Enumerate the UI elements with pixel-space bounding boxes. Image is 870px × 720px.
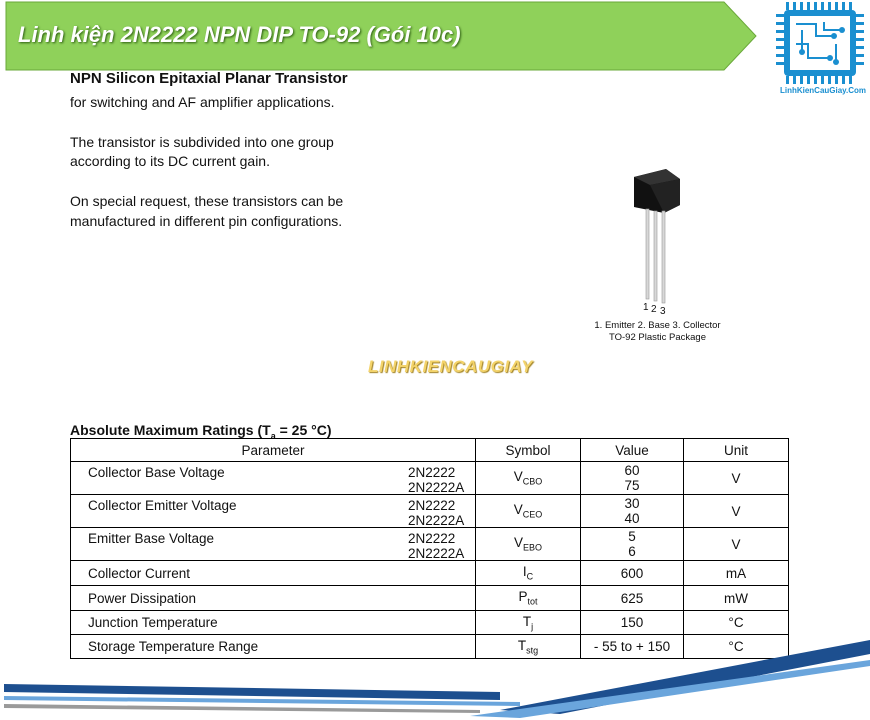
header-parameter: Parameter [71,439,476,462]
param-name: Storage Temperature Range [71,635,476,659]
param-name: Junction Temperature [71,611,476,635]
chip-icon [776,0,868,100]
value-cell: 600 [581,561,684,586]
watermark-text: LINHKIENCAUGIAY [368,357,533,376]
header-value: Value [581,439,684,462]
table-title: Absolute Maximum Ratings ($T_a = 25$ °C) [70,422,332,441]
value-cell: 60 75 [581,462,684,495]
header-symbol: Symbol [476,439,581,462]
symbol-cell: $V_{CBO}$ [476,462,581,495]
banner-title: Linh kiện 2N2222 NPN DIP TO-92 (Gói 10c) [18,22,461,47]
logo-text: LinhKienCauGiay.Com [779,86,867,95]
param-name: Collector Base Voltage [88,465,225,480]
package-type: TO-92 Plastic Package [609,332,706,343]
symbol-cell: $T_{stg}$ [476,635,581,659]
header-unit: Unit [684,439,789,462]
param-name: Collector Current [71,561,476,586]
pin-label-2: 2 [651,304,657,315]
table-row: Emitter Base Voltage 2N2222 2N2222A $V_{EBO}$ 5 6 V [71,528,789,561]
value-cell: 625 [581,586,684,611]
table-row [71,586,789,611]
value-cell: 30 40 [581,495,684,528]
to92-package-image [620,165,690,315]
doc-para-3b: manufactured in different pin configurations. [70,213,343,229]
table-row [71,561,789,586]
param-name: Emitter Base Voltage [88,531,215,546]
doc-heading: NPN Silicon Epitaxial Planar Transistor [70,70,348,87]
symbol-cell: $V_{EBO}$ [476,528,581,561]
doc-para-2a: The transistor is subdivided into one group [70,134,334,150]
value-cell: 5 6 [581,528,684,561]
pin-label-1: 1 [643,302,649,313]
symbol-cell: $P_{tot}$ [476,586,581,611]
value-cell: - 55 to + 150 [581,635,684,659]
ratings-table [70,438,789,659]
unit-cell: V [684,495,789,528]
param-name: Power Dissipation [71,586,476,611]
pin-label-3: 3 [660,306,666,315]
doc-para-3a: On special request, these transistors can be [70,193,344,209]
doc-line-1: for switching and AF amplifier applications. [70,94,335,110]
unit-cell: V [684,462,789,495]
pin-description: 1. Emitter 2. Base 3. Collector [594,320,721,331]
unit-cell: °C [684,635,789,659]
table-row: Collector Base Voltage 2N2222 2N2222A $V_{CBO}$ 60 75 V [71,462,789,495]
title-banner [0,0,760,72]
table-header-row [71,439,789,462]
unit-cell: mW [684,586,789,611]
unit-cell: mA [684,561,789,586]
symbol-cell: $V_{CEO}$ [476,495,581,528]
table-row: Collector Emitter Voltage 2N2222 2N2222A $V_{CEO}$ 30 40 V [71,495,789,528]
package-caption [585,320,730,344]
unit-cell: V [684,528,789,561]
decorative-bottom-stripes [0,630,870,720]
unit-cell: °C [684,611,789,635]
symbol-cell: $I_C$ [476,561,581,586]
param-name: Collector Emitter Voltage [88,498,237,513]
symbol-cell: $T_j$ [476,611,581,635]
doc-para-2b: according to its DC current gain. [70,153,270,169]
value-cell: 150 [581,611,684,635]
